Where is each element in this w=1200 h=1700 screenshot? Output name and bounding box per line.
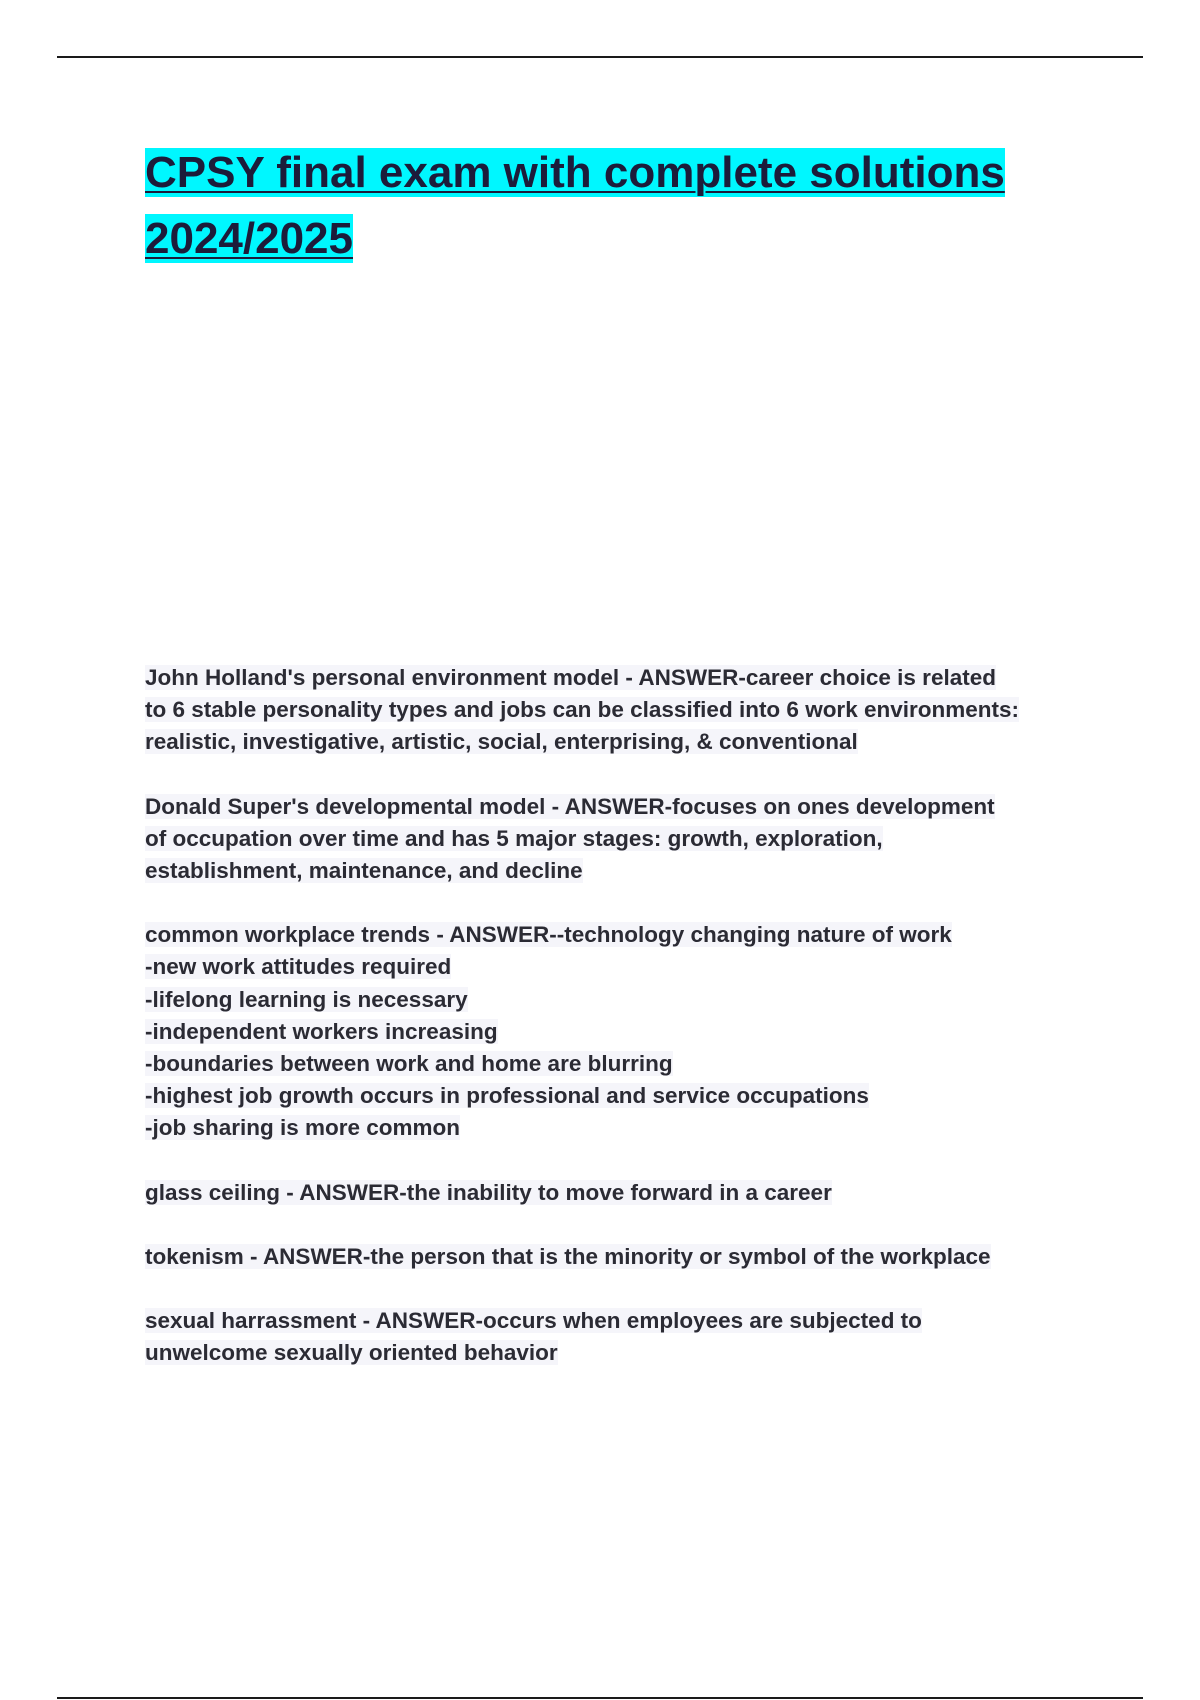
qa-entry-text: realistic, investigative, artistic, social, enterprising, & conventional <box>145 729 858 755</box>
qa-entry-text: unwelcome sexually oriented behavior <box>145 1340 558 1366</box>
qa-entry-text: tokenism - ANSWER-the person that is the minority or symbol of the workplace <box>145 1243 991 1269</box>
qa-entry-text: glass ceiling - ANSWER-the inability to move forward in a career <box>145 1179 832 1205</box>
qa-entry-line <box>145 1080 1105 1112</box>
bottom-rule <box>57 1697 1143 1699</box>
qa-entry-line <box>145 726 1105 758</box>
qa-entry <box>145 1241 1105 1273</box>
qa-entry-text: -boundaries between work and home are blurring <box>145 1051 673 1077</box>
qa-entry-text: to 6 stable personality types and jobs can be classified into 6 work environments: <box>145 697 1019 723</box>
qa-entry <box>145 1305 1105 1369</box>
qa-entry-text: -job sharing is more common <box>145 1115 461 1141</box>
qa-entry-text: establishment, maintenance, and decline <box>145 858 583 884</box>
qa-entry-text: sexual harrassment - ANSWER-occurs when employees are subjected to <box>145 1308 922 1334</box>
qa-entry-line <box>145 1016 1105 1048</box>
qa-entry <box>145 919 1105 1144</box>
qa-entry-text: of occupation over time and has 5 major stages: growth, exploration, <box>145 825 883 851</box>
qa-entry-line <box>145 662 1105 694</box>
qa-entry-text: John Holland's personal environment model - ANSWER-career choice is related <box>145 665 996 690</box>
qa-entry <box>145 1177 1105 1209</box>
document-title-line-2: 2024/2025 <box>145 214 353 263</box>
qa-entry-text: Donald Super's developmental model - ANSWER-focuses on ones development <box>145 793 995 819</box>
qa-entry-line <box>145 855 1105 887</box>
qa-entry-line <box>145 823 1105 855</box>
qa-entry-line <box>145 1112 1105 1144</box>
qa-entry-text: -highest job growth occurs in professional and service occupations <box>145 1083 869 1109</box>
qa-entry-line <box>145 951 1105 983</box>
qa-entry <box>145 791 1105 888</box>
qa-entry-line <box>145 919 1105 951</box>
qa-entry-line <box>145 791 1105 823</box>
qa-entry-text: -new work attitudes required <box>145 954 452 980</box>
qa-entry-line <box>145 1241 1105 1273</box>
document-title-line-1: CPSY final exam with complete solutions <box>145 148 1005 197</box>
top-rule <box>57 56 1143 58</box>
qa-entry <box>145 662 1105 759</box>
qa-entry-text: -lifelong learning is necessary <box>145 986 468 1012</box>
qa-entry-line <box>145 1177 1105 1209</box>
qa-entry-line <box>145 1048 1105 1080</box>
qa-entry-line <box>145 1337 1105 1369</box>
qa-list <box>145 662 1105 1401</box>
qa-entry-line <box>145 984 1105 1016</box>
document-title <box>145 140 1105 272</box>
qa-entry-text: -independent workers increasing <box>145 1018 498 1044</box>
qa-entry-line <box>145 694 1105 726</box>
qa-entry-line <box>145 1305 1105 1337</box>
qa-entry-text: common workplace trends - ANSWER--technology changing nature of work <box>145 922 952 948</box>
